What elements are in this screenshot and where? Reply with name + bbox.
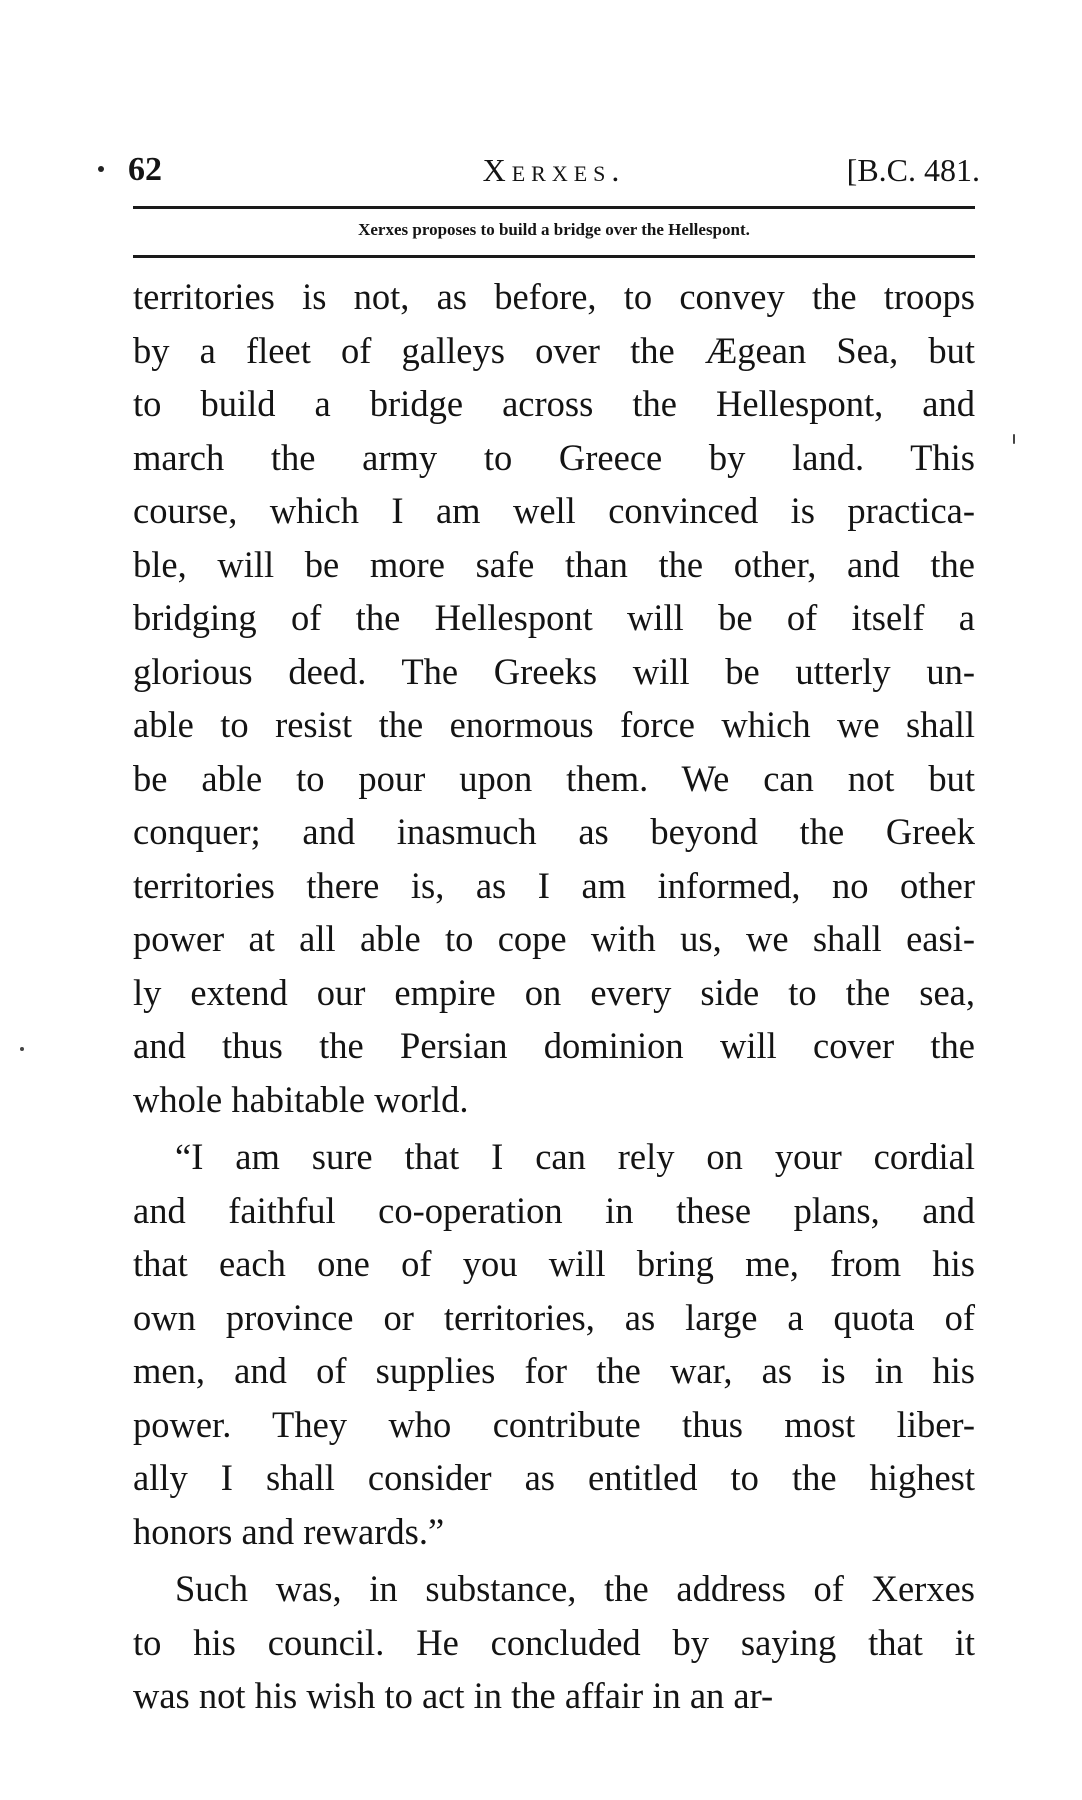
paragraph [133,270,975,1126]
bullet-mark [98,166,104,172]
text-line: march the army to Greece by land. This [133,436,975,478]
date-reference: [B.C. 481. [846,152,980,188]
text-line: was not his wish to act in the affair in an ar- [133,1675,774,1716]
text-line: course, which I am well convinced is practica- [133,490,975,531]
text-line: power at all able to cope with us, we shall easi- [133,918,975,959]
side-note: Xerxes proposes to build a bridge over the Hellespont. [358,220,750,239]
paragraph [133,1562,975,1723]
text-line: that each one of you will bring me, from his [133,1243,975,1284]
text-line: ally I shall consider as entitled to the highest [133,1457,975,1498]
text-line: able to resist the enormous force which we shall [133,704,975,745]
text-line: men, and of supplies for the war, as is in his [133,1350,975,1391]
text-line: and faithful co-operation in these plans, and [133,1189,975,1231]
text-line: by a fleet of galleys over the Ægean Sea, but [133,329,975,371]
text-line: territories there is, as I am informed, no other [133,864,975,906]
text-line: glorious deed. The Greeks will be utterly un- [133,650,975,692]
text-line: ly extend our empire on every side to the sea, [133,971,975,1013]
text-line: to his council. He concluded by saying that it [133,1621,975,1663]
running-header [128,148,980,196]
text-line: bridging of the Hellespont will be of itself a [133,597,975,638]
header-rule-bottom [133,255,975,258]
text-line: be able to pour upon them. We can not but [133,757,975,799]
text-line: ble, will be more safe than the other, and the [133,543,975,585]
text-line: conquer; and inasmuch as beyond the Greek [133,811,975,852]
stray-ink-mark [20,1047,24,1051]
running-title: Xerxes. [482,152,626,188]
text-line: “I am sure that I can rely on your cordial [175,1136,975,1177]
text-line: power. They who contribute thus most liber- [133,1403,975,1445]
body-text [133,270,975,1723]
page-number: 62 [128,151,162,188]
text-line: whole habitable world. [133,1078,469,1120]
text-line: honors and rewards.” [133,1510,445,1552]
header-rule-top [133,206,975,209]
stray-ink-mark [1013,434,1015,444]
text-line: territories is not, as before, to convey the troops [133,276,975,317]
paragraph [133,1130,975,1558]
text-line: own province or territories, as large a quota of [133,1296,975,1338]
text-line: and thus the Persian dominion will cover the [133,1025,975,1066]
text-line: to build a bridge across the Hellespont, and [133,383,975,424]
text-line: Such was, in substance, the address of Xerxes [175,1568,975,1609]
